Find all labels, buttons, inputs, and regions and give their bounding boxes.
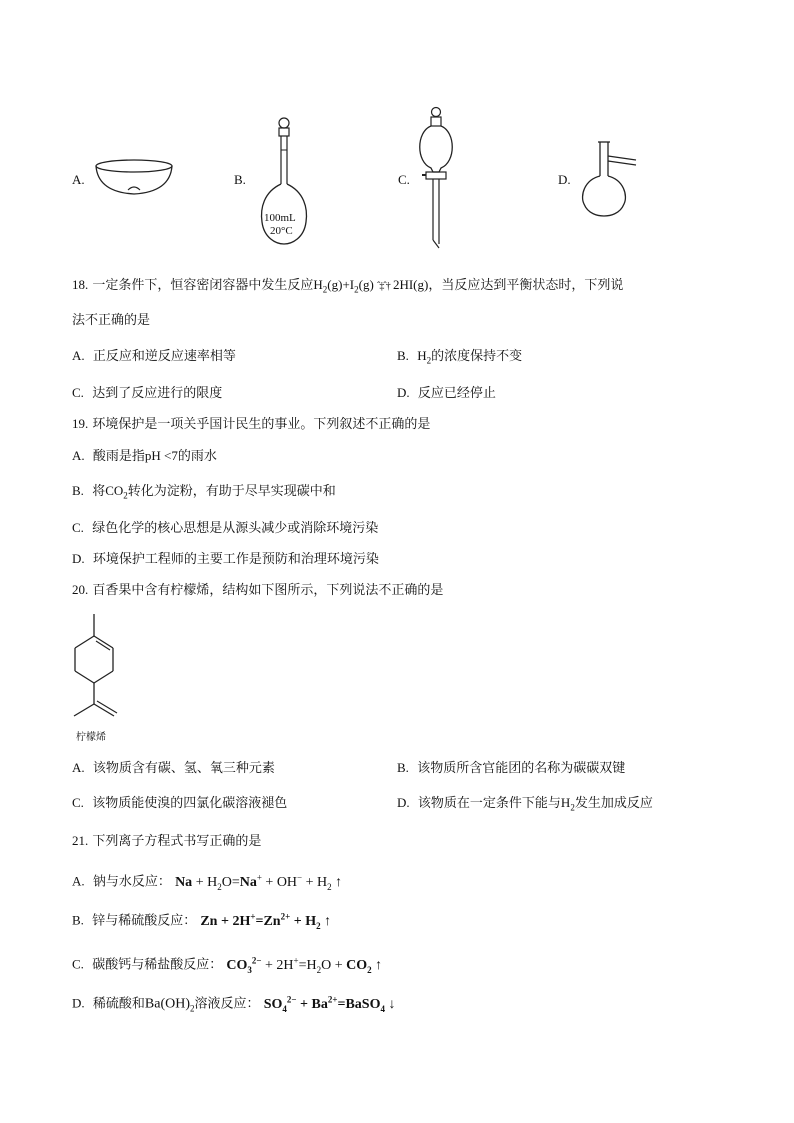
separatory-funnel-icon — [416, 106, 456, 252]
reaction-equation: $H_2(g)+I_2(g)$ ˆ‡ˆ† 2HI(g) — [313, 277, 429, 295]
q18-option-a[interactable]: A. 正反应和逆反应速率相等 — [72, 348, 236, 364]
question-18-stem-line2: 法不正确的是 — [72, 313, 151, 328]
structure-caption: 柠檬烯 — [76, 732, 106, 743]
q19-option-d[interactable]: D. 环境保护工程师的主要工作是预防和治理环境污染 — [72, 551, 379, 567]
ionic-equation-a: $Na + H_2O=Na^+ + OH^- + H_2$ ↑ — [175, 872, 343, 892]
q21-option-a[interactable]: A. 钠与水反应： $Na + H_2O=Na^+ + OH^- + H_2$ ↑ — [72, 872, 343, 892]
q19-option-c[interactable]: C. 绿色化学的核心思想是从源头减少或消除环境污染 — [72, 520, 379, 536]
ionic-equation-c: $CO_3^{2-} + 2H^+=H_2O + CO_2$ ↑ — [226, 955, 383, 975]
question-19-stem: 19. 环境保护是一项关乎国计民生的事业。下列叙述不正确的是 — [72, 416, 431, 432]
option-c-label: C. — [398, 172, 410, 187]
option-d-label: D. — [558, 172, 571, 187]
q21-option-c[interactable]: C. 碳酸钙与稀盐酸反应： $CO_3^{2-} + 2H^+=H_2O + CO_2$ ↑ — [72, 955, 383, 975]
q21-option-b[interactable]: B. 锌与稀硫酸反应： $Zn + 2H^+=Zn^{2+} + H_2$ ↑ — [72, 911, 332, 931]
flask-temperature-label: 20°C — [270, 225, 293, 237]
flask-volume-label: 100mL — [264, 212, 296, 224]
q19-option-b[interactable]: B. 将$CO_2$转化为淀粉，有助于尽早实现碳中和 — [72, 483, 336, 501]
limonene-structure-diagram — [66, 612, 126, 724]
q18-option-b[interactable]: B. $H_2$的浓度保持不变 — [397, 348, 523, 366]
q20-option-d[interactable]: D. 该物质在一定条件下能与$H_2$发生加成反应 — [397, 795, 653, 813]
ionic-equation-b: $Zn + 2H^+=Zn^{2+} + H_2$ ↑ — [200, 911, 332, 931]
option-b-label: B. — [234, 172, 246, 187]
question-21-stem: 21. 下列离子方程式书写正确的是 — [72, 833, 262, 849]
q18-option-d[interactable]: D. 反应已经停止 — [397, 385, 496, 401]
q21-option-d[interactable]: D. 稀硫酸和$Ba(OH)_2$溶液反应： $SO_4^{2-}$ + $Ba^{2+}=BaSO_4$ ↓ — [72, 994, 396, 1014]
q20-option-a[interactable]: A. 该物质含有碳、氢、氧三种元素 — [72, 760, 275, 776]
question-number: 18. — [72, 277, 89, 292]
question-18-stem: 18. 一定条件下，恒容密闭容器中发生反应$H_2(g)+I_2(g)$ ˆ‡ˆ† 2HI(g)，当反应达到平衡状态时，下列说 — [72, 277, 624, 295]
distillation-flask-icon — [578, 140, 642, 218]
evaporating-dish-icon — [94, 158, 174, 198]
q20-option-b[interactable]: B. 该物质所含官能团的名称为碳碳双键 — [397, 760, 626, 776]
q19-option-a[interactable]: A. 酸雨是指pH <7的雨水 — [72, 448, 217, 464]
q18-option-c[interactable]: C. 达到了反应进行的限度 — [72, 385, 223, 401]
question-20-stem: 20. 百香果中含有柠檬烯，结构如下图所示，下列说法不正确的是 — [72, 582, 444, 598]
q20-option-c[interactable]: C. 该物质能使溴的四氯化碳溶液褪色 — [72, 795, 288, 811]
option-a-label: A. — [72, 172, 85, 187]
equilibrium-arrow: ˆ‡ˆ† — [377, 281, 390, 292]
ionic-equation-d: $SO_4^{2-}$ + $Ba^{2+}=BaSO_4$ ↓ — [263, 994, 396, 1014]
